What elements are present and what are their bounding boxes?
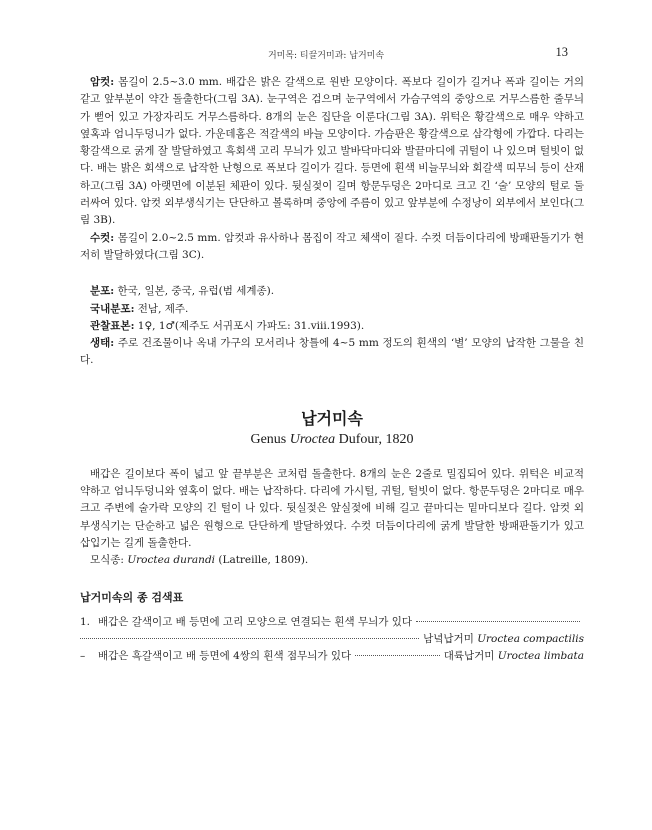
ecology	[80, 335, 584, 370]
male-label: 수컷:	[90, 231, 115, 244]
key-couplet-2-text: 배갑은 흑갈색이고 배 등면에 4쌍의 흰색 점무늬가 있다	[98, 650, 352, 663]
type-species-label: 모식종:	[90, 554, 128, 567]
key-couplet-2-number: –	[80, 650, 86, 663]
specimen-label: 관찰표본:	[90, 319, 135, 332]
specimen-text: 1♀, 1♂(제주도 서귀포시 가파도: 31.viii.1993).	[134, 319, 365, 332]
page-body	[80, 74, 584, 666]
female-label: 암컷:	[90, 76, 115, 88]
key-couplet-2-result	[444, 648, 584, 665]
genus-sub-suffix: Dufour, 1820	[335, 431, 414, 447]
ecology-label: 생태:	[90, 337, 115, 350]
distribution	[80, 283, 584, 300]
key-couplet-1-result	[423, 631, 584, 648]
leader-dots	[355, 655, 439, 656]
key-couplet-1-line-1	[80, 614, 584, 631]
page-number: 13	[555, 45, 568, 59]
specimen	[80, 318, 584, 335]
domestic-distribution	[80, 301, 584, 318]
key-couplet-2	[80, 648, 584, 665]
domestic-text: 전남, 제주.	[134, 302, 189, 315]
female-text: 몸길이 2.5~3.0 mm. 배갑은 밝은 갈색으로 원반 모양이다. 폭보다 길이가 길거나 폭과 길이는 거의 같고 앞부분이 약간 돌출한다(그림 3A). 눈구역은 검으며 눈구역에서 가슴구역의 중앙으로 거무스름한 줄무늬가 뻗어 있고 가장자리도 거무스름하다. 8개의 눈은 집단을 이룬다(그림 3A). 위턱은 황갈색으로 매우 약하고 옆혹과 엄니두덩니가 없다. 가운데홈은 적갈색의 바늘 모양이다. 가슴판은 황갈색으로 삼각형에 가깝다. 다리는 황갈색으로 굵게 잘 발달하였고 흑회색 고리 무늬가 있고 발바닥마디와 발끝마디에 귀털이 나 있으며 털빗이 없다. 배는 밝은 회색으로 납작한 난형으로 폭보다 길이가 길다. 등면에 흰색 비늘무늬와 회갈색 띠무늬 등이 산재하고(그림 3A) 아랫면에 이분된 체판이 있다. 뒷실젖이 길며 항문두덩은 2마디로 크고 긴 ‘술’ 모양의 털로 둘러싸여 있다. 암컷 외부생식기는 단단하고 볼록하며 중앙에 주름이 있고 앞부분에 수정낭이 외부에서 보인다(그림 3B).	[80, 76, 584, 227]
genus-description: 배갑은 길이보다 폭이 넓고 앞 끝부분은 코처럼 돌출한다. 8개의 눈은 2줄로 밀집되어 있다. 위턱은 비교적 약하고 엄니두덩니와 옆혹이 없다. 배는 납작하다. 다리에 가시털, 귀털, 털빗이 없다. 항문두덩은 2마디로 매우 크고 주변에 술가락 모양의 긴 털이 나 있다. 뒷실젖은 앞실젖에 비해 길고 끝마디는 밑마디보다 길다. 암컷 외부생식기는 단순하고 넓은 원형으로 단단하게 발달하였다. 수컷 더듬이다리에 굵게 발달한 방패판돌기가 있고 삽입기는 길게 돌출한다.	[80, 467, 584, 549]
ecology-text: 주로 건조물이나 옥내 가구의 모서리나 창틀에 4~5 mm 정도의 흰색의 ‘별’ 모양의 납작한 그물을 친다.	[80, 337, 584, 367]
type-species-name: Uroctea durandi	[127, 554, 216, 567]
type-species	[80, 552, 584, 569]
genus-title: 납거미속	[301, 408, 363, 428]
key-couplet-2-result-korean: 대륙납거미	[443, 650, 498, 663]
type-species-author: (Latreille, 1809).	[215, 554, 309, 567]
genus-sub-prefix: Genus	[250, 431, 290, 447]
distribution-text: 한국, 일본, 중국, 유럽(범 세계종).	[114, 285, 275, 298]
running-head: 거미목: 티끌거미과: 납거미속	[267, 51, 385, 61]
female-description	[80, 74, 584, 230]
male-text: 몸길이 2.0~2.5 mm. 암컷과 유사하나 몸집이 작고 체색이 짙다. 수컷 더듬이다리에 방패판돌기가 현저히 발달하였다(그림 3C).	[80, 231, 584, 261]
key-couplet-2-result-sci: Uroctea limbata	[497, 650, 584, 663]
key-title: 납거미속의 종 검색표	[80, 590, 184, 604]
key-couplet-1-line-2	[80, 631, 584, 648]
genus-subtitle	[80, 430, 584, 450]
male-description	[80, 230, 584, 265]
distribution-label: 분포:	[90, 285, 115, 298]
genus-sub-name: Uroctea	[289, 431, 336, 447]
key-couplet-1-result-korean: 남녘납거미	[423, 633, 478, 646]
key-couplet-1-result-sci: Uroctea compactilis	[477, 633, 584, 646]
leader-dots	[416, 621, 580, 622]
key-couplet-1-text: 배갑은 갈색이고 배 등면에 고리 모양으로 연결되는 흰색 무늬가 있다	[98, 615, 413, 628]
leader-dots	[80, 638, 419, 639]
domestic-label: 국내분포:	[90, 302, 135, 315]
key-couplet-1-number: 1.	[80, 615, 91, 628]
